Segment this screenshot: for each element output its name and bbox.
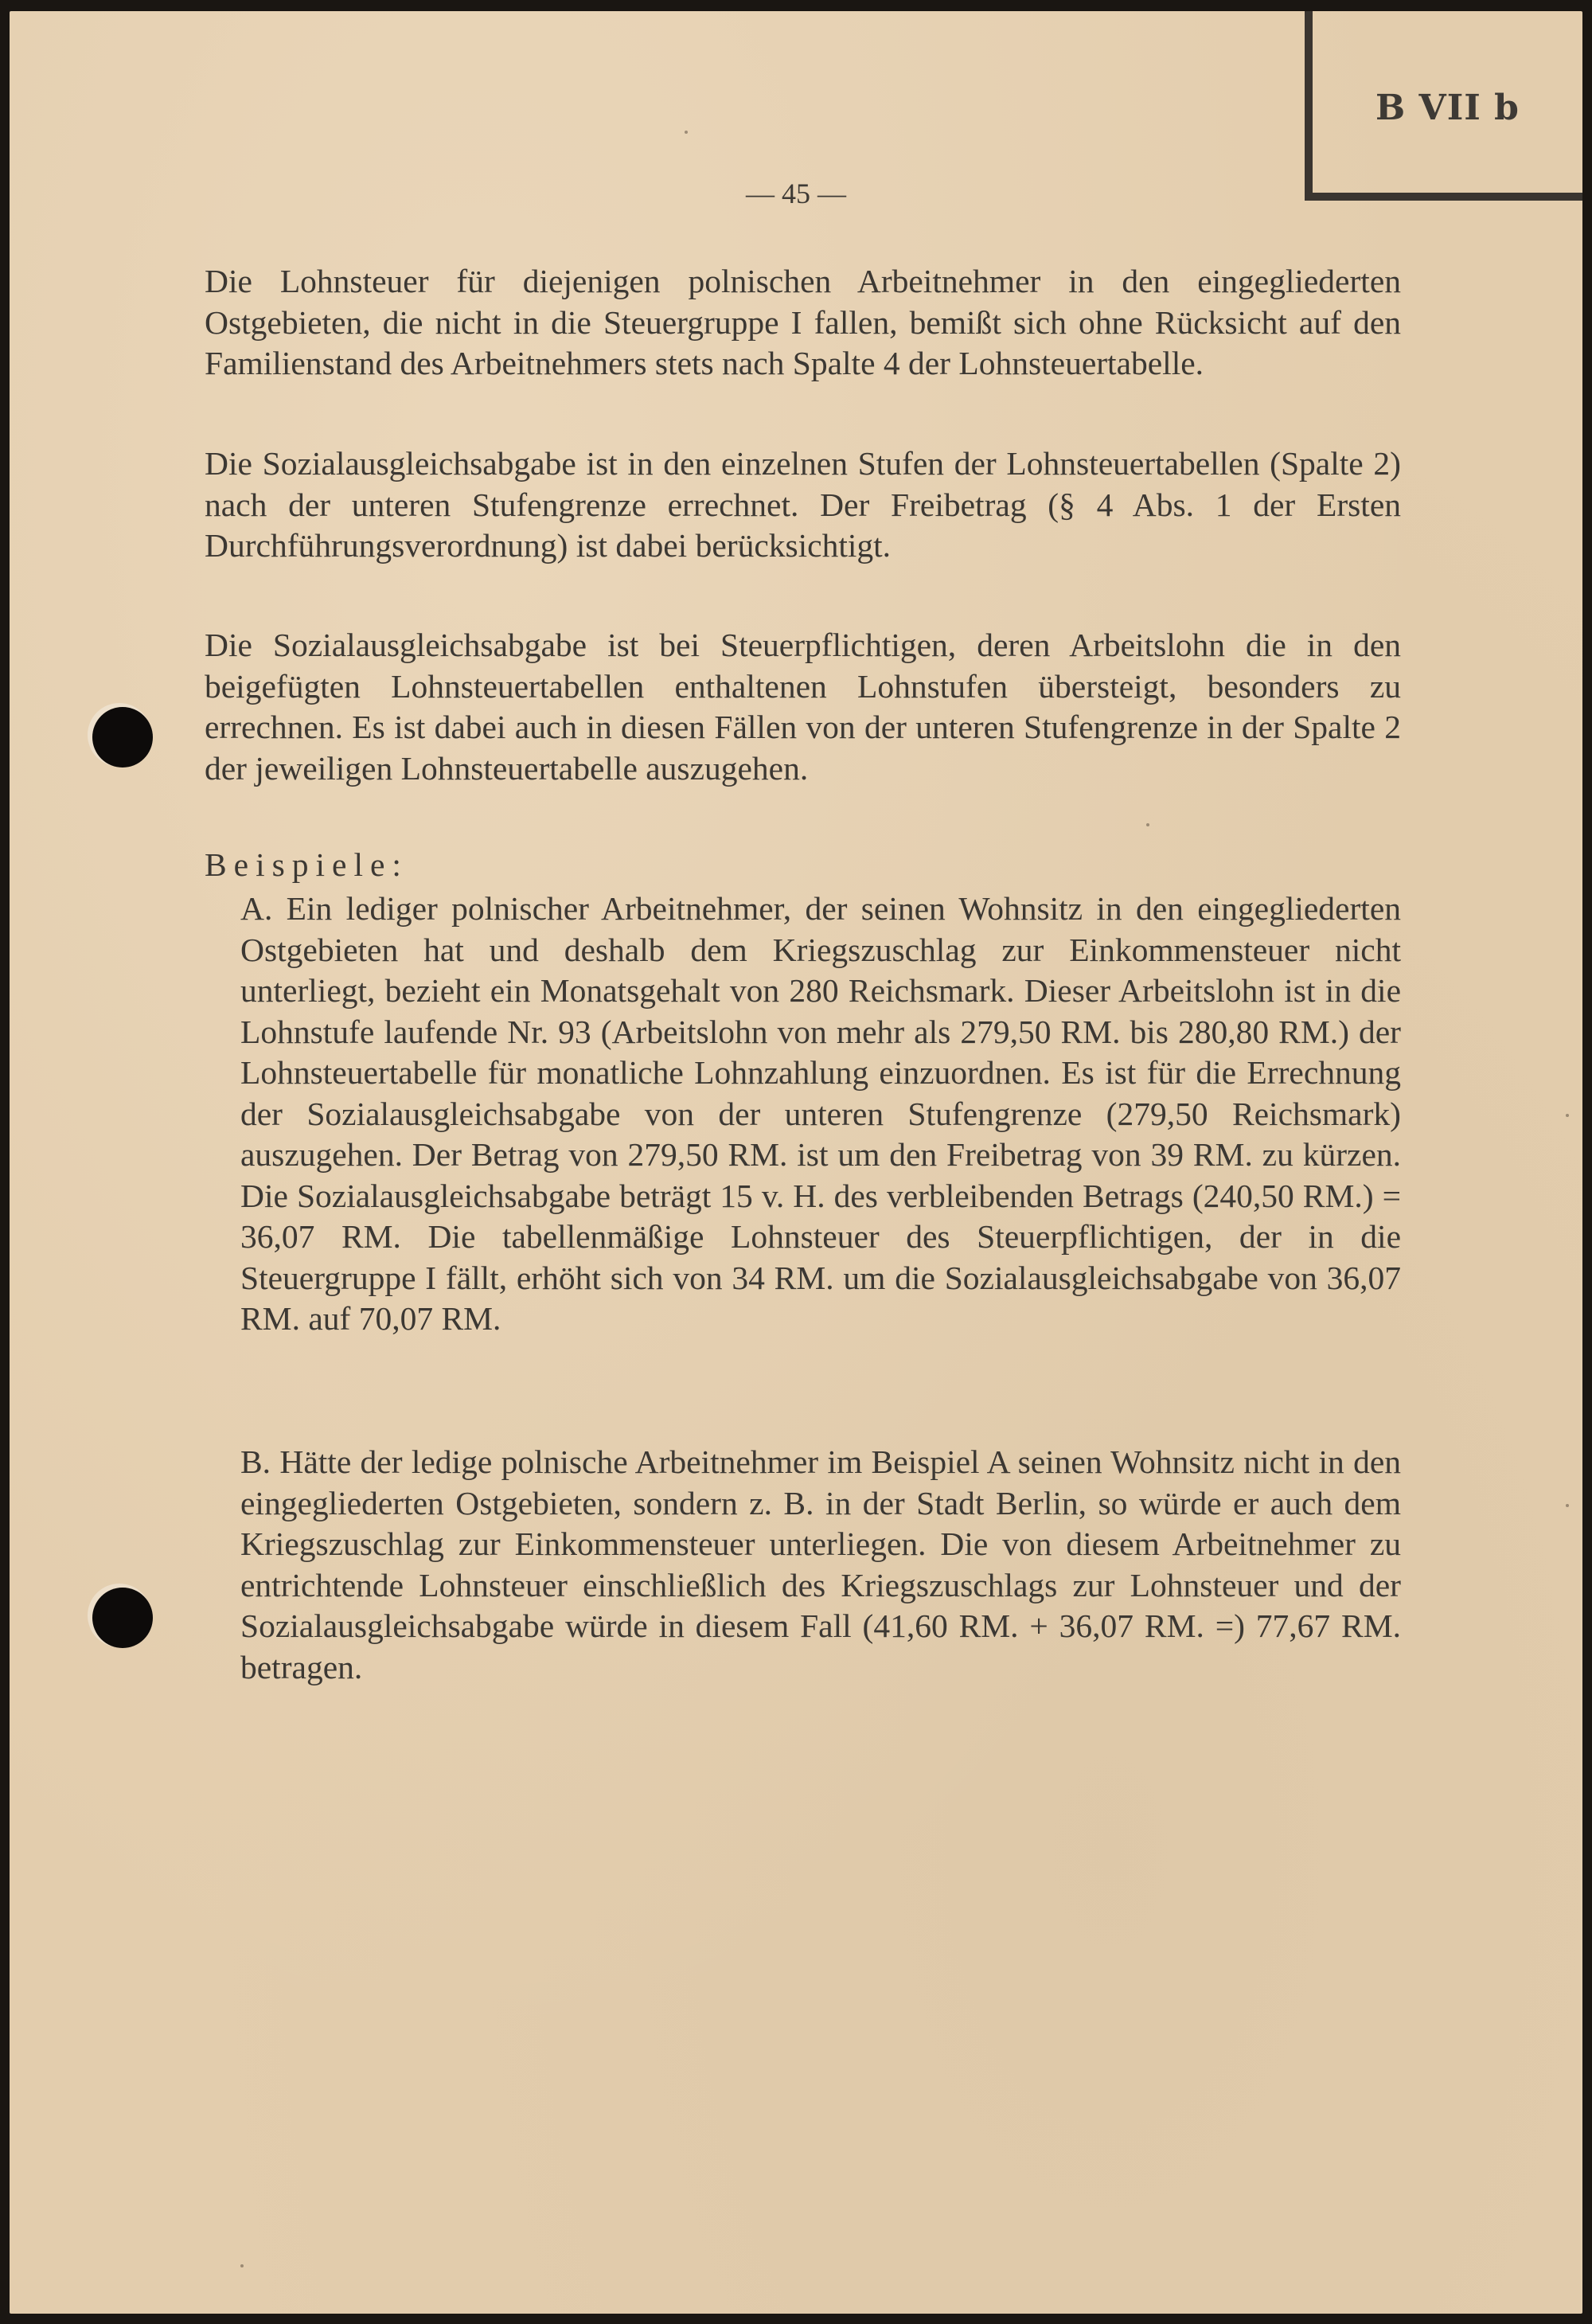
example-a: A. Ein lediger polnischer Arbeitnehmer, der seinen Wohnsitz in den eingegliederten Ostgebieten hat und deshalb dem Kriegszuschlag zur Einkommensteuer nicht unterliegt, bezieht ein Monatsgehalt von 280 Reichsmark. Dieser Arbeitslohn ist in die Lohnstufe laufende Nr. 93 (Arbeitslohn von mehr als 279,50 RM. bis 280,80 RM.) der Lohnsteuertabelle für monatliche Lohnzahlung einzuordnen. Es ist für die Errechnung der Sozialausgleichsabgabe von der unteren Stufengrenze (279,50 Reichsmark) auszugehen. Der Betrag von 279,50 RM. ist um den Freibetrag von 39 RM. zu kürzen. Die Sozialausgleichsabgabe beträgt 15 v. H. des verbleibenden Betrags (240,50 RM.) = 36,07 RM. Die tabellenmäßige Lohnsteuer des Steuerpflichtigen, der in die Steuergruppe I fällt, erhöht sich von 34 RM. um die Sozialausgleichsabgabe von 36,07 RM. auf 70,07 RM. <box>240 890 1401 1337</box>
paper-speck <box>685 131 688 134</box>
examples-heading: Beispiele: <box>205 846 408 883</box>
punch-hole-upper <box>92 707 153 768</box>
paragraph-1: Die Lohnsteuer für diejenigen polnischen Arbeitnehmer in den eingegliederten Ostgebieten, die nicht in die Steuergruppe I fallen, bemißt sich ohne Rücksicht auf den Familienstand des Arbeitnehmers stets nach Spalte 4 der Lohnsteuertabelle. <box>205 263 1401 381</box>
paragraph-3: Die Sozialausgleichsabgabe ist bei Steuerpflichtigen, deren Arbeitslohn die in den beigefügten Lohnsteuertabellen enthaltenen Lohnstufen übersteigt, besonders zu errechnen. Es ist dabei auch in diesen Fällen von der unteren Stufengrenze in der Spalte 2 der jeweiligen Lohnsteuertabelle auszugehen. <box>205 627 1401 787</box>
document-page <box>10 11 1582 2314</box>
paper-speck <box>1566 1114 1569 1117</box>
paper-speck <box>240 2264 244 2267</box>
page-number: — 45 — <box>746 178 846 209</box>
paper-speck <box>1566 1504 1569 1507</box>
section-label-box <box>1305 11 1582 201</box>
paragraph-2: Die Sozialausgleichsabgabe ist in den einzelnen Stufen der Lohnsteuertabellen (Spalte 2) nach der unteren Stufengrenze errechnet. Der Freibetrag (§ 4 Abs. 1 der Ersten Durchführungsverordnung) ist dabei berücksichtigt. <box>205 445 1401 564</box>
section-label: B VII b <box>1375 88 1520 128</box>
example-b: B. Hätte der ledige polnische Arbeitnehmer im Beispiel A seinen Wohnsitz nicht in den eingegliederten Ostgebieten, sondern z. B. in der Stadt Berlin, so würde er auch dem Kriegszuschlag zur Einkommensteuer unterliegen. Die von diesem Arbeitnehmer zu entrichtende Lohnsteuer einschließlich des Kriegszuschlags zur Lohnsteuer und der Sozialausgleichsabgabe würde in diesem Fall (41,60 RM. + 36,07 RM. =) 77,67 RM. betragen. <box>240 1443 1401 1685</box>
punch-hole-lower <box>92 1588 153 1648</box>
paper-speck <box>1146 823 1149 826</box>
